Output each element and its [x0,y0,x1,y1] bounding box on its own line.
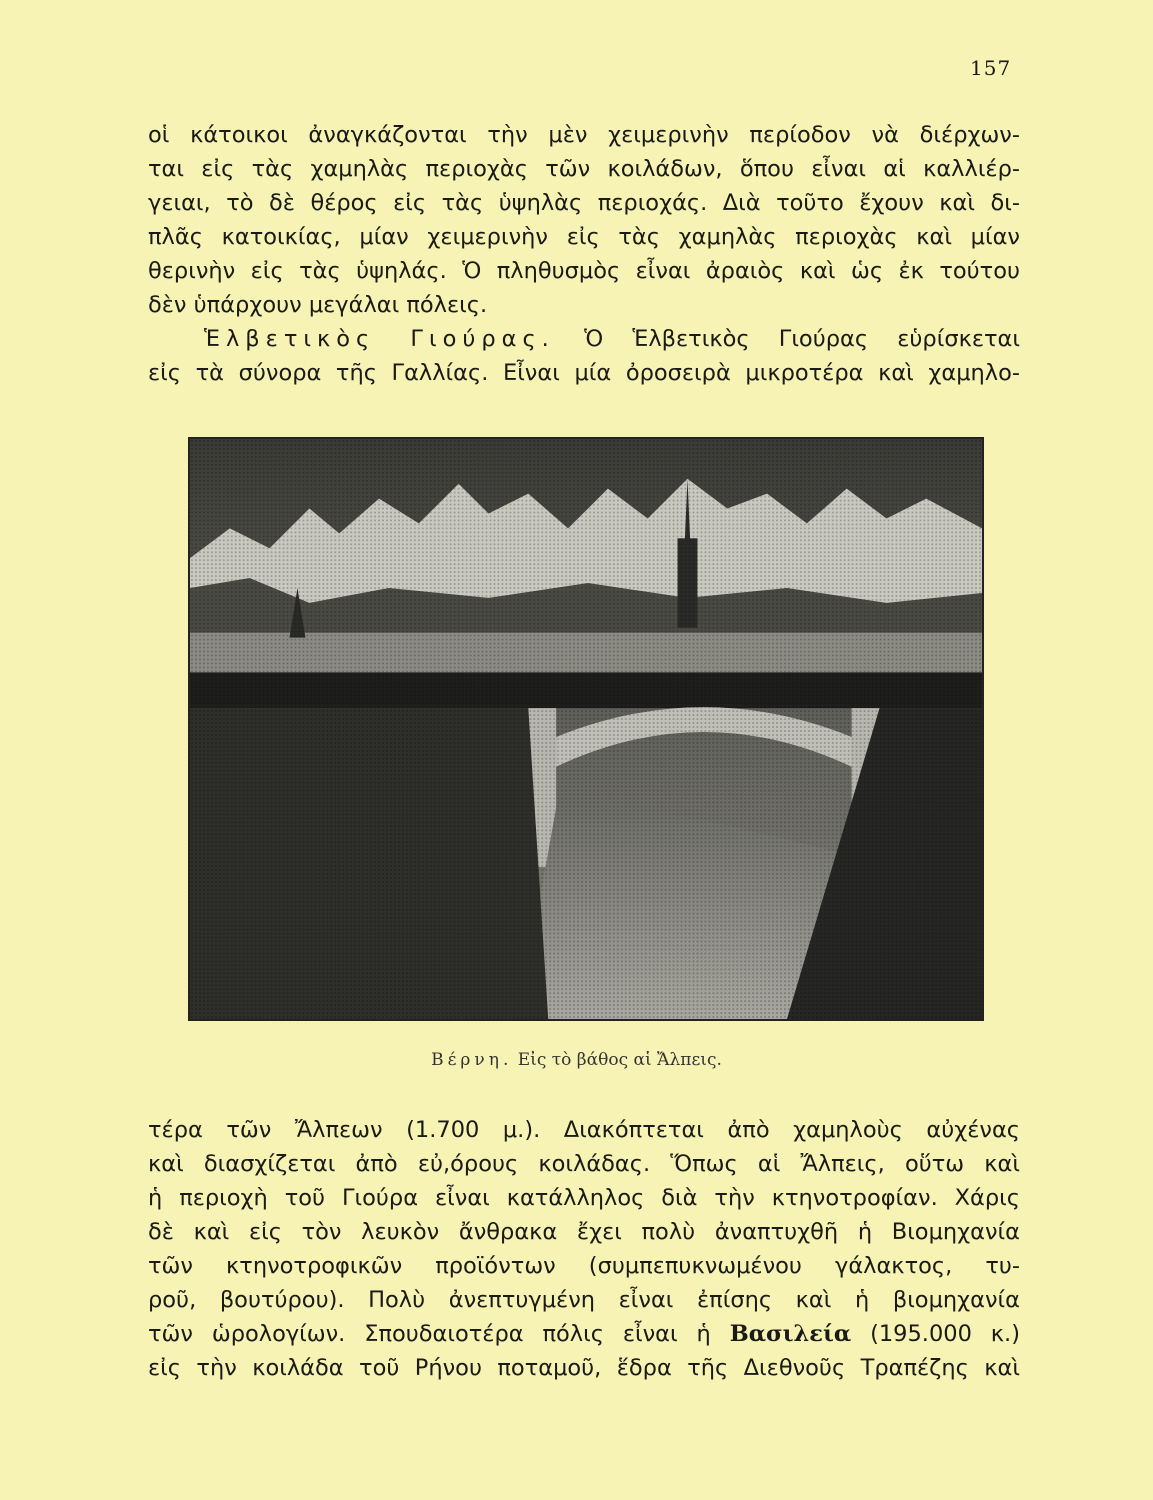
text-line: τῶν κτηνοτροφικῶν προϊόντων (συμπεπυκνωμένου γάλακτος, τυ- [148,1253,1020,1279]
bern-photo-illustration [190,439,982,1019]
city-name-basel: Βασιλεία [729,1321,852,1347]
text-line: πλᾶς κατοικίας, μίαν χειμερινὴν εἰς τὰς χαμηλὰς περιοχὰς καὶ μίαν [148,224,1020,250]
text-line: γειαι, τὸ δὲ θέρος εἰς τὰς ὑψηλὰς περιοχάς. Διὰ τοῦτο ἔχουν καὶ δι- [148,190,1020,216]
text-line: δὲν ὑπάρχουν μεγάλαι πόλεις. [148,292,488,318]
text-line: καὶ διασχίζεται ἀπὸ εὐ,όρους κοιλάδας. Ὅπως αἱ Ἄλπεις, οὕτω καὶ [148,1151,1020,1177]
text-line: ἡ περιοχὴ τοῦ Γιούρα εἶναι κατάλληλος διὰ τὴν κτηνοτροφίαν. Χάρις [148,1185,1020,1211]
bottom-paragraph [148,1113,1020,1385]
top-paragraph [148,118,1020,390]
text-line: οἱ κάτοικοι ἀναγκάζονται τὴν μὲν χειμερινὴν περίοδον νὰ διέρχων- [148,122,1020,148]
text-line: ροῦ, βουτύρου). Πολὺ ἀνεπτυγμένη εἶναι ἐπίσης καὶ ἡ βιομηχανία [148,1287,1020,1313]
text-line: τέρα τῶν Ἄλπεων (1.700 μ.). Διακόπτεται ἀπὸ χαμηλοὺς αὐχένας [148,1117,1020,1143]
section-second-line: εἰς τὰ σύνορα τῆς Γαλλίας. Εἶναι μία ὀροσειρὰ μικροτέρα καὶ χαμηλο- [148,360,1020,386]
section-first-line [148,322,1020,356]
caption-text: Εἰς τὸ βάθος αἱ Ἄλπεις. [517,1050,722,1070]
line7-population: (195.000 κ.) [870,1321,1020,1347]
page-number: 157 [970,56,1012,80]
line7-start: τῶν ὡρολογίων. Σπουδαιοτέρα πόλις εἶναι ἡ [148,1321,711,1347]
section-heading: Ἑλβετικὸς Γιούρας. [204,326,555,352]
text-line: θερινὴν εἰς τὰς ὑψηλάς. Ὁ πληθυσμὸς εἶναι ἀραιὸς καὶ ὡς ἐκ τούτου [148,258,1020,284]
text-line: εἰς τὴν κοιλάδα τοῦ Ρήνου ποταμοῦ, ἕδρα τῆς Διεθνοῦς Τραπέζης καὶ [148,1355,1020,1381]
text-line: ται εἰς τὰς χαμηλὰς περιοχὰς τῶν κοιλάδων, ὅπου εἶναι αἱ καλλιέρ- [148,156,1020,182]
bern-photograph [188,437,984,1021]
text-line: δὲ καὶ εἰς τὸν λευκὸν ἄνθρακα ἔχει πολὺ ἀναπτυχθῆ ἡ Βιομηχανία [148,1219,1020,1245]
text-line [148,1317,1020,1351]
section-line1-text: Ὁ Ἑλβετικὸς Γιούρας εὑρίσκεται [584,326,1020,352]
caption-place: Βέρνη. [431,1050,513,1070]
figure-caption [0,1050,1153,1070]
